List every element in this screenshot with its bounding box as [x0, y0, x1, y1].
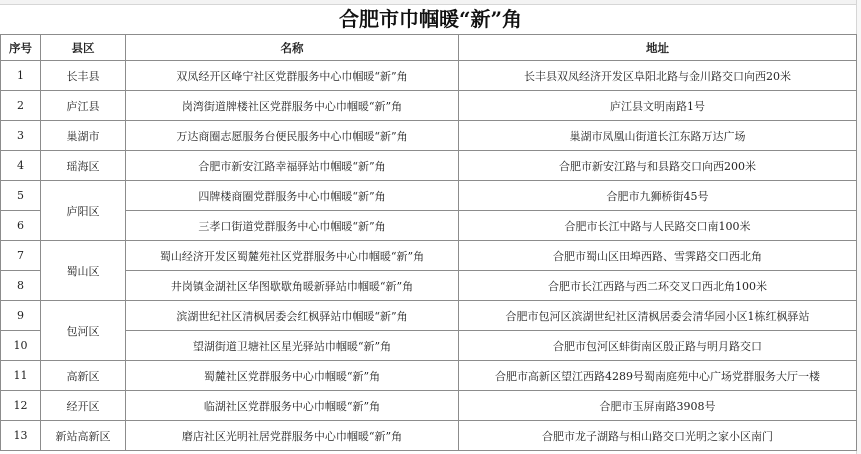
cell-index: 2	[1, 91, 41, 121]
header-index: 序号	[1, 35, 41, 61]
cell-county: 高新区	[41, 361, 126, 391]
cell-index: 8	[1, 271, 41, 301]
cell-address: 庐江县文明南路1号	[459, 91, 857, 121]
cell-county: 庐江县	[41, 91, 126, 121]
cell-name: 四牌楼商圈党群服务中心巾帼暖“新”角	[126, 181, 459, 211]
cell-address: 合肥市龙子湖路与相山路交口光明之家小区南门	[459, 421, 857, 451]
table-row	[1, 331, 857, 361]
cell-name: 蜀麓社区党群服务中心巾帼暖“新”角	[126, 361, 459, 391]
cell-county: 蜀山区	[41, 241, 126, 301]
cell-address: 合肥市长江中路与人民路交口南100米	[459, 211, 857, 241]
cell-county: 庐阳区	[41, 181, 126, 241]
header-name: 名称	[126, 35, 459, 61]
header-address: 地址	[459, 35, 857, 61]
table-row	[1, 151, 857, 181]
cell-index: 6	[1, 211, 41, 241]
cell-name: 蜀山经济开发区蜀麓苑社区党群服务中心巾帼暖“新”角	[126, 241, 459, 271]
cell-county: 包河区	[41, 301, 126, 361]
cell-name: 磨店社区光明社居党群服务中心巾帼暖“新”角	[126, 421, 459, 451]
table-row	[1, 361, 857, 391]
cell-index: 4	[1, 151, 41, 181]
cell-index: 10	[1, 331, 41, 361]
cell-index: 3	[1, 121, 41, 151]
cell-index: 13	[1, 421, 41, 451]
cell-address: 长丰县双凤经济开发区阜阳北路与金川路交口向西20米	[459, 61, 857, 91]
page-title: 合肥市巾帼暖“新”角	[338, 7, 522, 31]
cell-address: 合肥市包河区蚌街南区殷正路与明月路交口	[459, 331, 857, 361]
cell-address: 合肥市高新区望江西路4289号蜀南庭苑中心广场党群服务大厅一楼	[459, 361, 857, 391]
cell-index: 11	[1, 361, 41, 391]
cell-address: 巢湖市凤凰山街道长江东路万达广场	[459, 121, 857, 151]
table-row	[1, 91, 857, 121]
cell-name: 井岗镇金湖社区华图歇歇角暖新驿站巾帼暖“新”角	[126, 271, 459, 301]
cell-address: 合肥市蜀山区田埠西路、雪霁路交口西北角	[459, 241, 857, 271]
cell-name: 望湖街道卫塘社区星光驿站巾帼暖“新”角	[126, 331, 459, 361]
cell-county: 瑶海区	[41, 151, 126, 181]
table-row	[1, 181, 857, 211]
table-row	[1, 211, 857, 241]
cell-index: 9	[1, 301, 41, 331]
table-row	[1, 421, 857, 451]
cell-name: 双凤经开区峰宁社区党群服务中心巾帼暖“新”角	[126, 61, 459, 91]
cell-name: 合肥市新安江路幸福驿站巾帼暖“新”角	[126, 151, 459, 181]
cell-address: 合肥市玉屏南路3908号	[459, 391, 857, 421]
cell-name: 滨湖世纪社区清枫居委会红枫驿站巾帼暖“新”角	[126, 301, 459, 331]
cell-address: 合肥市九狮桥街45号	[459, 181, 857, 211]
cell-index: 7	[1, 241, 41, 271]
cell-name: 岗湾街道牌楼社区党群服务中心巾帼暖“新”角	[126, 91, 459, 121]
table-row	[1, 301, 857, 331]
cell-county: 巢湖市	[41, 121, 126, 151]
table-row	[1, 61, 857, 91]
table-row	[1, 121, 857, 151]
table-row	[1, 271, 857, 301]
table-row	[1, 391, 857, 421]
table-body	[1, 61, 857, 451]
header-county: 县区	[41, 35, 126, 61]
cell-address: 合肥市包河区滨湖世纪社区清枫居委会清华园小区1栋红枫驿站	[459, 301, 857, 331]
cell-index: 12	[1, 391, 41, 421]
cell-index: 1	[1, 61, 41, 91]
table-row	[1, 241, 857, 271]
cell-name: 万达商圈志愿服务台便民服务中心巾帼暖“新”角	[126, 121, 459, 151]
cell-county: 新站高新区	[41, 421, 126, 451]
cell-address: 合肥市新安江路与和县路交口向西200米	[459, 151, 857, 181]
cell-name: 三孝口街道党群服务中心巾帼暖“新”角	[126, 211, 459, 241]
table-header-row	[1, 35, 857, 61]
cell-name: 临湖社区党群服务中心巾帼暖“新”角	[126, 391, 459, 421]
locations-table	[0, 34, 857, 451]
cell-index: 5	[1, 181, 41, 211]
cell-county: 长丰县	[41, 61, 126, 91]
cell-address: 合肥市长江西路与西二环交叉口西北角100米	[459, 271, 857, 301]
cell-county: 经开区	[41, 391, 126, 421]
